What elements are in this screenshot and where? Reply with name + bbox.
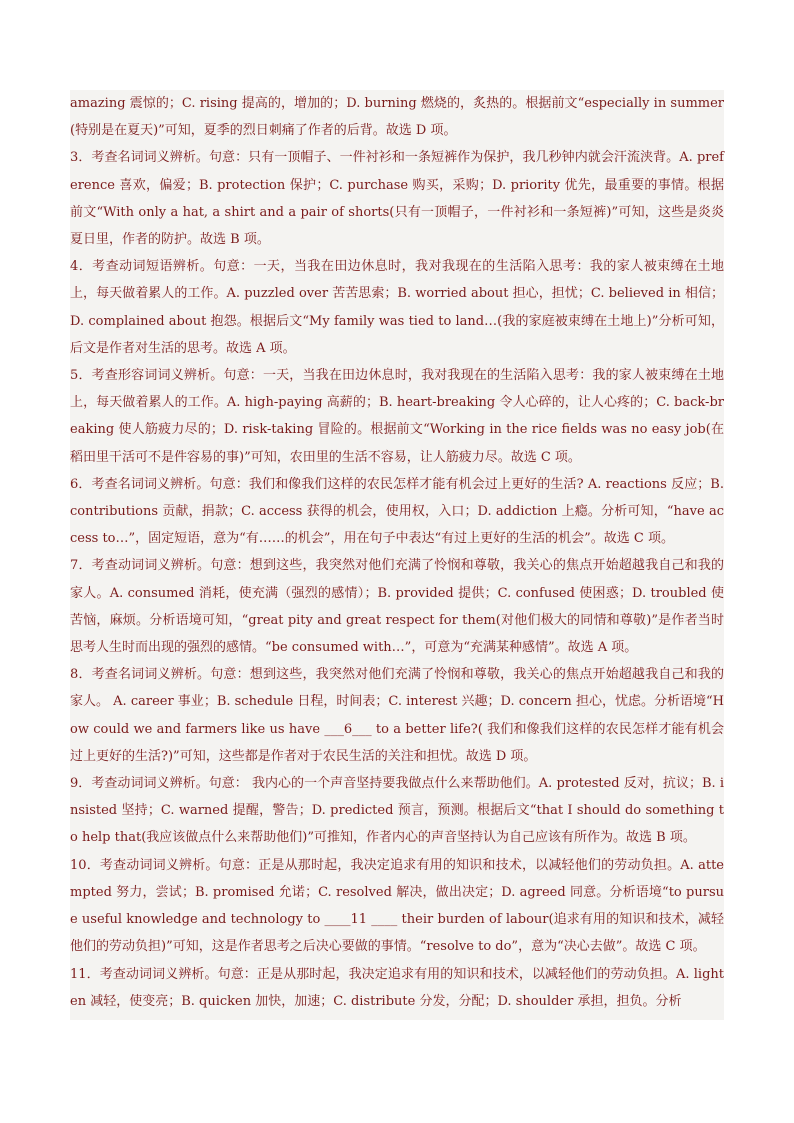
paragraph-q2-continued: amazing 震惊的；C. rising 提高的，增加的；D. burning 燃烧的，炙热的。根据前文“especially in summer(特别是在夏天)”可知，夏季的烈日刺痛了作者的后背。故选 D 项。 — [70, 96, 724, 139]
paragraph-q11: 11．考查动词词义辨析。句意：正是从那时起，我决定追求有用的知识和技术，以减轻他们的劳动负担。A. lighten 减轻，使变亮；B. quicken 加快，加速；C. distribute 分发，分配；D. shoulder 承担，担负。分析 — [70, 966, 724, 1009]
paragraph-q7: 7．考查动词词义辨析。句意：想到这些，我突然对他们充满了怜悯和尊敬，我关心的焦点开始超越我自己和我的家人。A. consumed 消耗，使充满（强烈的感情）；B. provided 提供；C. confused 使困惑；D. troubled 使苦恼，麻烦。分析语境可知，“great pity and great respect for them(对他们极大的同情和尊敬)”是作者当时思考人生时而出现的强烈的感情。“be consumed with…”，可意为“充满某种感情”。故选 A 项。 — [70, 558, 724, 656]
paragraph-q3: 3．考查名词词义辨析。句意：只有一顶帽子、一件衬衫和一条短裤作为保护，我几秒钟内就会汗流浃背。A. preference 喜欢，偏爱；B. protection 保护；C. purchase 购买，采购；D. priority 优先，最重要的事情。根据前文“With only a hat, a shirt and a pair of shorts(只有一顶帽子，一件衬衫和一条短裤)”可知，这些是炎炎夏日里，作者的防护。故选 B 项。 — [70, 150, 724, 248]
paragraph-q8: 8．考查名词词义辨析。句意：想到这些，我突然对他们充满了怜悯和尊敬，我关心的焦点开始超越我自己和我的家人。 A. career 事业；B. schedule 日程，时间表；C. interest 兴趣；D. concern 担心，忧虑。分析语境“How could we and farmers like us have ___6___ to a better life?( 我们和像我们这样的农民怎样才能有机会过上更好的生活?)”可知，这些都是作者对于农民生活的关注和担忧。故选 D 项。 — [70, 667, 724, 764]
paragraph-q5: 5．考查形容词词义辨析。句意：一天，当我在田边休息时，我对我现在的生活陷入思考：我的家人被束缚在土地上，每天做着累人的工作。A. high-paying 高薪的；B. heart-breaking 令人心碎的，让人心疼的；C. back-breaking 使人筋疲力尽的；D. risk-taking 冒险的。根据前文“Working in the rice fields was no easy job(在稻田里干活可不是件容易的事)”可知，农田里的生活不容易，让人筋疲力尽。故选 C 项。 — [70, 368, 724, 465]
answer-explanations — [70, 90, 724, 1020]
paragraph-q4: 4．考查动词短语辨析。句意：一天，当我在田边休息时，我对我现在的生活陷入思考：我的家人被束缚在土地上，每天做着累人的工作。A. puzzled over 苦苦思索；B. worried about 担心，担忧；C. believed in 相信；D. complained about 抱怨。根据后文“My family was tied to land…(我的家庭被束缚在土地上)”分析可知，后文是作者对生活的思考。故选 A 项。 — [70, 259, 724, 356]
paragraph-q10: 10．考查动词词义辨析。句意：正是从那时起，我决定追求有用的知识和技术，以减轻他们的劳动负担。A. attempted 努力，尝试；B. promised 允诺；C. resolved 解决，做出决定；D. agreed 同意。分析语境“to pursue useful knowledge and technology to ____11 ____ their burden of labour(追求有用的知识和技术，减轻他们的劳动负担)”可知，这是作者思考之后决心要做的事情。“resolve to do”，意为“决心去做”。故选 C 项。 — [70, 857, 724, 955]
paragraph-q9: 9．考查动词词义辨析。句意： 我内心的一个声音坚持要我做点什么来帮助他们。A. protested 反对，抗议；B. insisted 坚持；C. warned 提醒，警告；D. predicted 预言，预测。根据后文“that I should do something to help that(我应该做点什么来帮助他们)”可推知，作者内心的声音坚持认为自己应该有所作为。故选 B 项。 — [70, 776, 724, 846]
paragraph-q6: 6．考查名词词义辨析。句意：我们和像我们这样的农民怎样才能有机会过上更好的生活? A. reactions 反应；B. contributions 贡献，捐款；C. access 获得的机会，使用权，入口；D. addiction 上瘾。分析可知，“have access to…”，固定短语，意为“有……的机会”，用在句子中表达“有过上更好的生活的机会”。故选 C 项。 — [70, 476, 724, 547]
